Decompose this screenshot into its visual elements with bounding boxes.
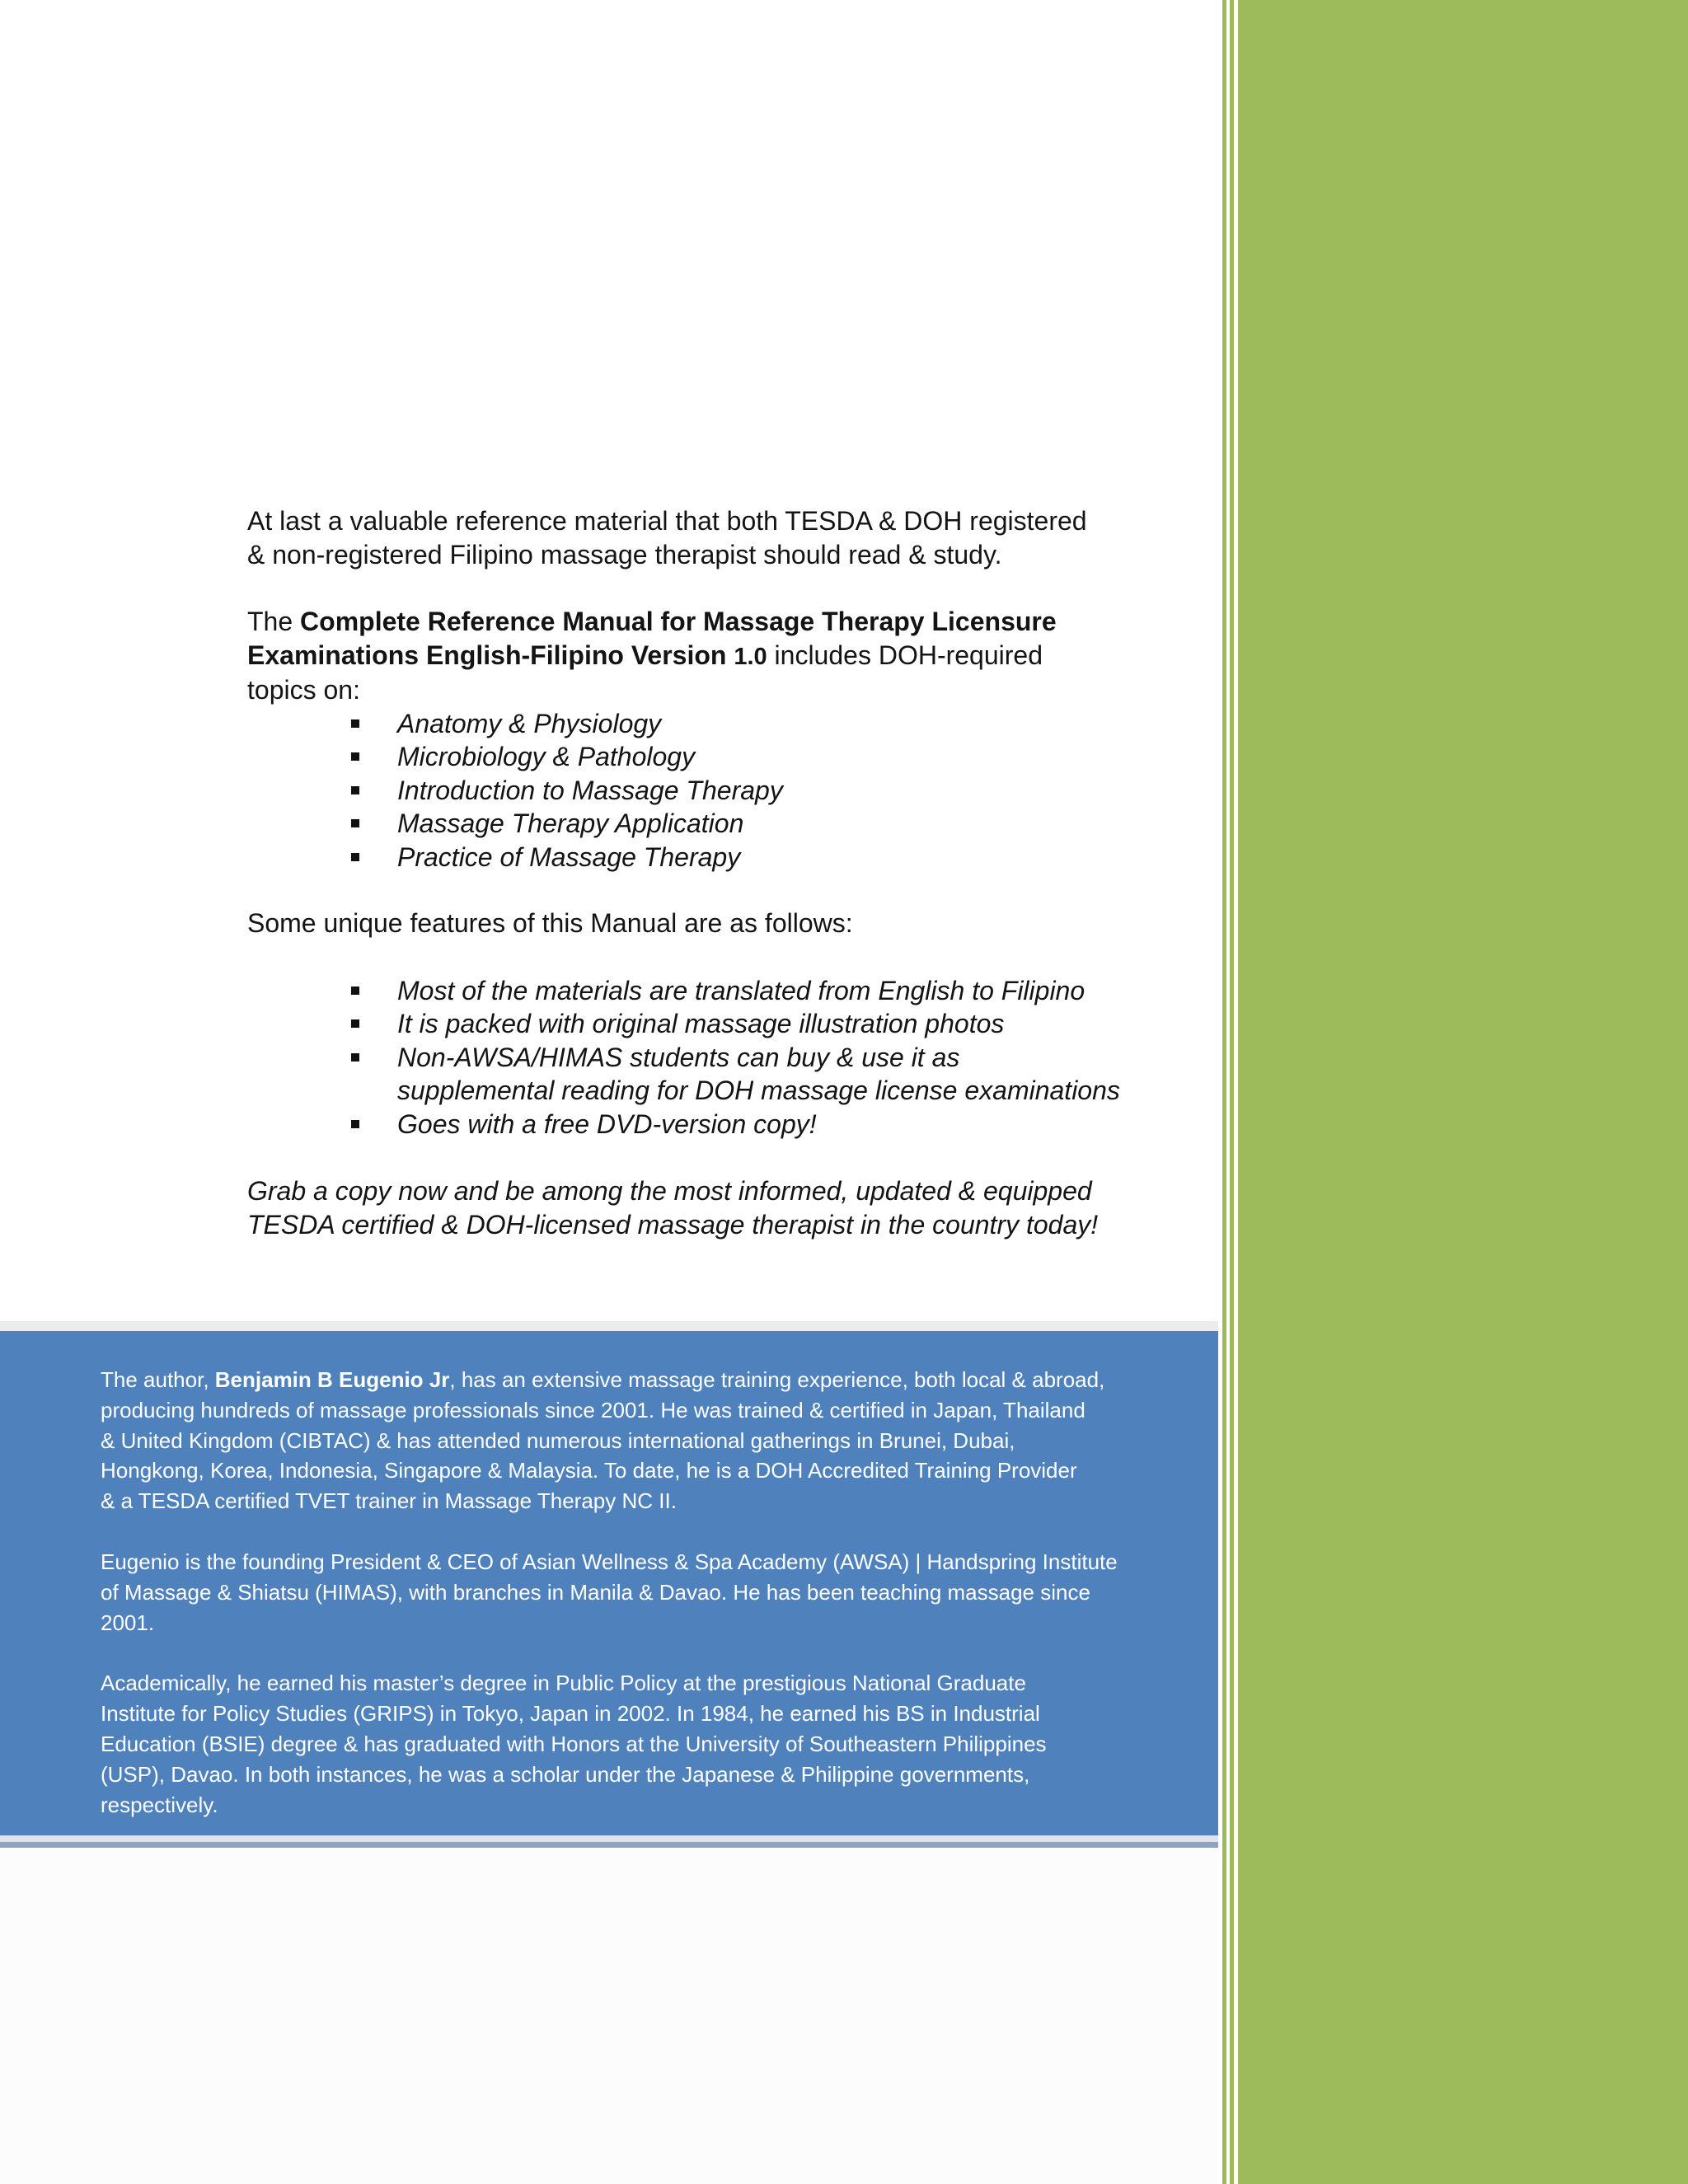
author-box-top-shadow (0, 1321, 1218, 1331)
cta-line-1: Grab a copy now and be among the most informed, updated & equipped (247, 1176, 1092, 1206)
list-item: Massage Therapy Application (397, 807, 1104, 841)
features-list (247, 974, 1120, 1141)
intro-paragraph (247, 504, 1104, 571)
features-heading: Some unique features of this Manual are as follows: (247, 908, 853, 938)
manual-suffix: includes DOH-required topics on: (247, 640, 1043, 705)
manual-paragraph (247, 605, 1104, 707)
author-bio-paragraph-2: Eugenio is the founding President & CEO of Asian Wellness & Spa Academy (AWSA) | Handspring Institute of Massage & Shiatsu (HIMAS), with branches in Manila & Davao. He has been teaching massage since 2001. (101, 1549, 1118, 1635)
list-item: Microbiology & Pathology (397, 740, 1104, 774)
sidebar-green-panel (1238, 0, 1688, 2184)
main-description (247, 504, 1120, 1241)
list-item: Practice of Massage Therapy (397, 841, 1104, 874)
bottom-blank-area (0, 1848, 1218, 2184)
manual-title: Complete Reference Manual for Massage Therapy Licensure Examinations English-Filipino Version (247, 607, 1057, 670)
bullet-square-icon (351, 819, 359, 827)
list-item: Non-AWSA/HIMAS students can buy & use it as supplemental reading for DOH massage license examinations (397, 1041, 1123, 1108)
list-item: Anatomy & Physiology (397, 707, 1104, 741)
bullet-square-icon (351, 987, 359, 995)
list-item: It is packed with original massage illustration photos (397, 1007, 1104, 1041)
bullet-square-icon (351, 853, 359, 861)
intro-line-1: At last a valuable reference material that both TESDA & DOH registered (247, 506, 1087, 536)
bullet-square-icon (351, 1120, 359, 1128)
list-item: Most of the materials are translated from English to Filipino (397, 974, 1104, 1008)
topics-list (247, 707, 1104, 874)
intro-line-2: & non-registered Filipino massage therapist should read & study. (247, 539, 1002, 569)
author-bio-box (0, 1331, 1218, 1835)
author-box-bottom-shadow (0, 1835, 1218, 1842)
cta-line-2: TESDA certified & DOH-licensed massage therapist in the country today! (247, 1209, 1099, 1240)
bullet-square-icon (351, 1053, 359, 1062)
list-item: Introduction to Massage Therapy (397, 774, 1104, 808)
bullet-square-icon (351, 1019, 359, 1028)
sidebar-stripe-thin-1 (1222, 0, 1226, 2184)
author-bio-paragraph-1: The author, Benjamin B Eugenio Jr, has an extensive massage training experience, both local & abroad, producing hundreds of massage professionals since 2001. He was trained & certified in Japan, Thailand & United Kingdom (CIBTAC) & has attended numerous international gatherings in Brunei, Dubai, Hongkong, Korea, Indonesia, Singapore & Malaysia. To date, he is a DOH Accredited Training Provider & a TESDA certified TVET trainer in Massage Therapy NC II. (101, 1367, 1105, 1514)
author-box-rule (0, 1842, 1218, 1848)
bullet-square-icon (351, 719, 359, 728)
manual-version: 1.0 (734, 643, 767, 670)
sidebar-stripe-thin-2 (1230, 0, 1234, 2184)
list-item: Goes with a free DVD-version copy! (397, 1108, 1104, 1141)
call-to-action (247, 1174, 1104, 1241)
author-name: Benjamin B Eugenio Jr (214, 1367, 450, 1392)
bullet-square-icon (351, 786, 359, 794)
manual-prefix: The (247, 607, 301, 636)
bullet-square-icon (351, 752, 359, 761)
author-bio-paragraph-3: Academically, he earned his master’s degree in Public Policy at the prestigious National Graduate Institute for Policy Studies (GRIPS) in Tokyo, Japan in 2002. In 1984, he earned his BS in Industrial Education (BSIE) degree & has graduated with Honors at the University of Southeastern Philippines (USP), Davao. In both instances, he was a scholar under the Japanese & Philippine governments, respectively. (101, 1671, 1047, 1817)
